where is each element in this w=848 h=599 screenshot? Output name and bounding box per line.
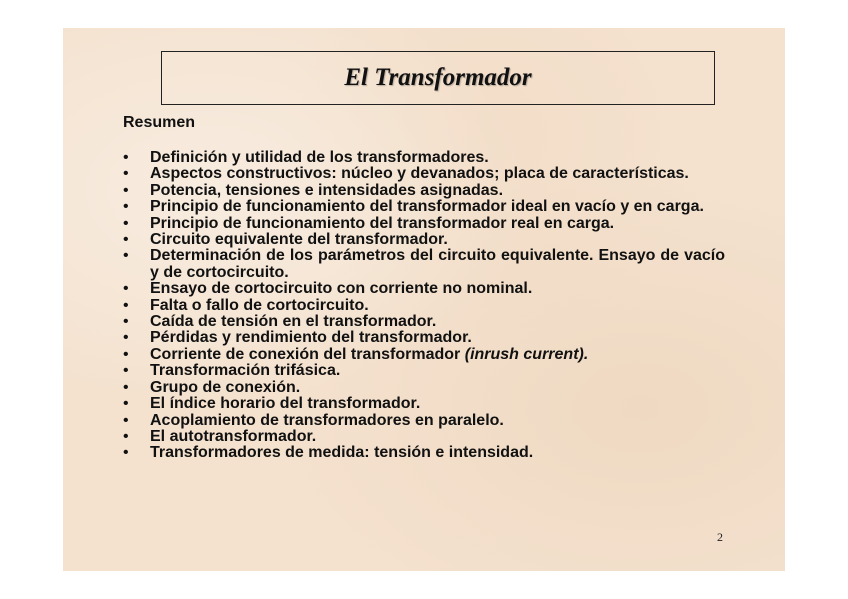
bullet-icon: •: [123, 329, 129, 347]
list-item: [123, 199, 725, 215]
list-item-text: Principio de funcionamiento del transformador real en carga.: [150, 214, 615, 232]
list-item-emphasis: (inrush current).: [464, 345, 589, 363]
list-item-text: Definición y utilidad de los transformadores.: [150, 149, 489, 166]
section-heading: Resumen: [123, 114, 196, 131]
list-item-text: Pérdidas y rendimiento del transformador.: [150, 329, 472, 347]
list-item: [123, 298, 725, 314]
list-item-text: Corriente de conexión del transformador: [150, 345, 465, 363]
list-item: [123, 363, 725, 379]
slide-title: El Transformador: [344, 64, 532, 91]
bullet-icon: •: [123, 395, 129, 413]
list-item: [123, 281, 725, 297]
list-item-text: El autotransformador.: [150, 427, 317, 445]
list-item: [123, 183, 725, 199]
list-item: [123, 445, 725, 461]
list-item-text: Caída de tensión en el transformador.: [150, 313, 437, 331]
list-item: [123, 166, 725, 182]
list-item-text: El índice horario del transformador.: [150, 395, 421, 413]
bullet-icon: •: [123, 362, 129, 380]
list-item: [123, 248, 725, 281]
list-item-text: Transformación trifásica.: [150, 362, 341, 380]
bullet-icon: •: [123, 444, 129, 462]
bullet-icon: •: [123, 231, 129, 249]
list-item-text: Falta o fallo de cortocircuito.: [150, 296, 369, 314]
bullet-icon: •: [123, 149, 129, 166]
list-item: [123, 413, 725, 429]
list-item: [123, 150, 725, 166]
list-item-text: Ensayo de cortocircuito con corriente no nominal.: [150, 280, 533, 298]
bullet-icon: •: [123, 378, 129, 396]
bullet-icon: •: [123, 181, 129, 199]
list-item: [123, 314, 725, 330]
bullet-icon: •: [123, 280, 129, 298]
list-item-text: Grupo de conexión.: [150, 378, 301, 396]
bullet-icon: •: [123, 214, 129, 232]
list-item-text: Aspectos constructivos: núcleo y devanados; placa de características.: [150, 165, 689, 183]
list-item-text: Circuito equivalente del transformador.: [150, 231, 448, 249]
page-number: 2: [717, 530, 723, 544]
slide: [63, 28, 785, 571]
title-box: [161, 51, 715, 105]
list-item: [123, 429, 725, 445]
list-item: [123, 216, 725, 232]
bullet-icon: •: [123, 427, 129, 445]
bullet-icon: •: [123, 165, 129, 183]
list-item-text: Transformadores de medida: tensión e intensidad.: [150, 444, 534, 462]
bullet-icon: •: [123, 411, 129, 429]
list-item: [123, 396, 725, 412]
list-item-text: Determinación de los parámetros del circuito equivalente. Ensayo de vacío y de cortocircuito.: [150, 247, 725, 281]
list-item-text: Principio de funcionamiento del transformador ideal en vacío y en carga.: [150, 198, 704, 216]
bullet-icon: •: [123, 296, 129, 314]
topic-list: [123, 150, 725, 462]
bullet-icon: •: [123, 198, 129, 216]
bullet-icon: •: [123, 247, 129, 265]
list-item-text: Potencia, tensiones e intensidades asignadas.: [150, 181, 504, 199]
list-item-text: Acoplamiento de transformadores en paralelo.: [150, 411, 504, 429]
list-item: [123, 232, 725, 248]
list-item: [123, 347, 725, 363]
bullet-icon: •: [123, 313, 129, 331]
list-item: [123, 330, 725, 346]
list-item: [123, 380, 725, 396]
bullet-icon: •: [123, 345, 129, 363]
